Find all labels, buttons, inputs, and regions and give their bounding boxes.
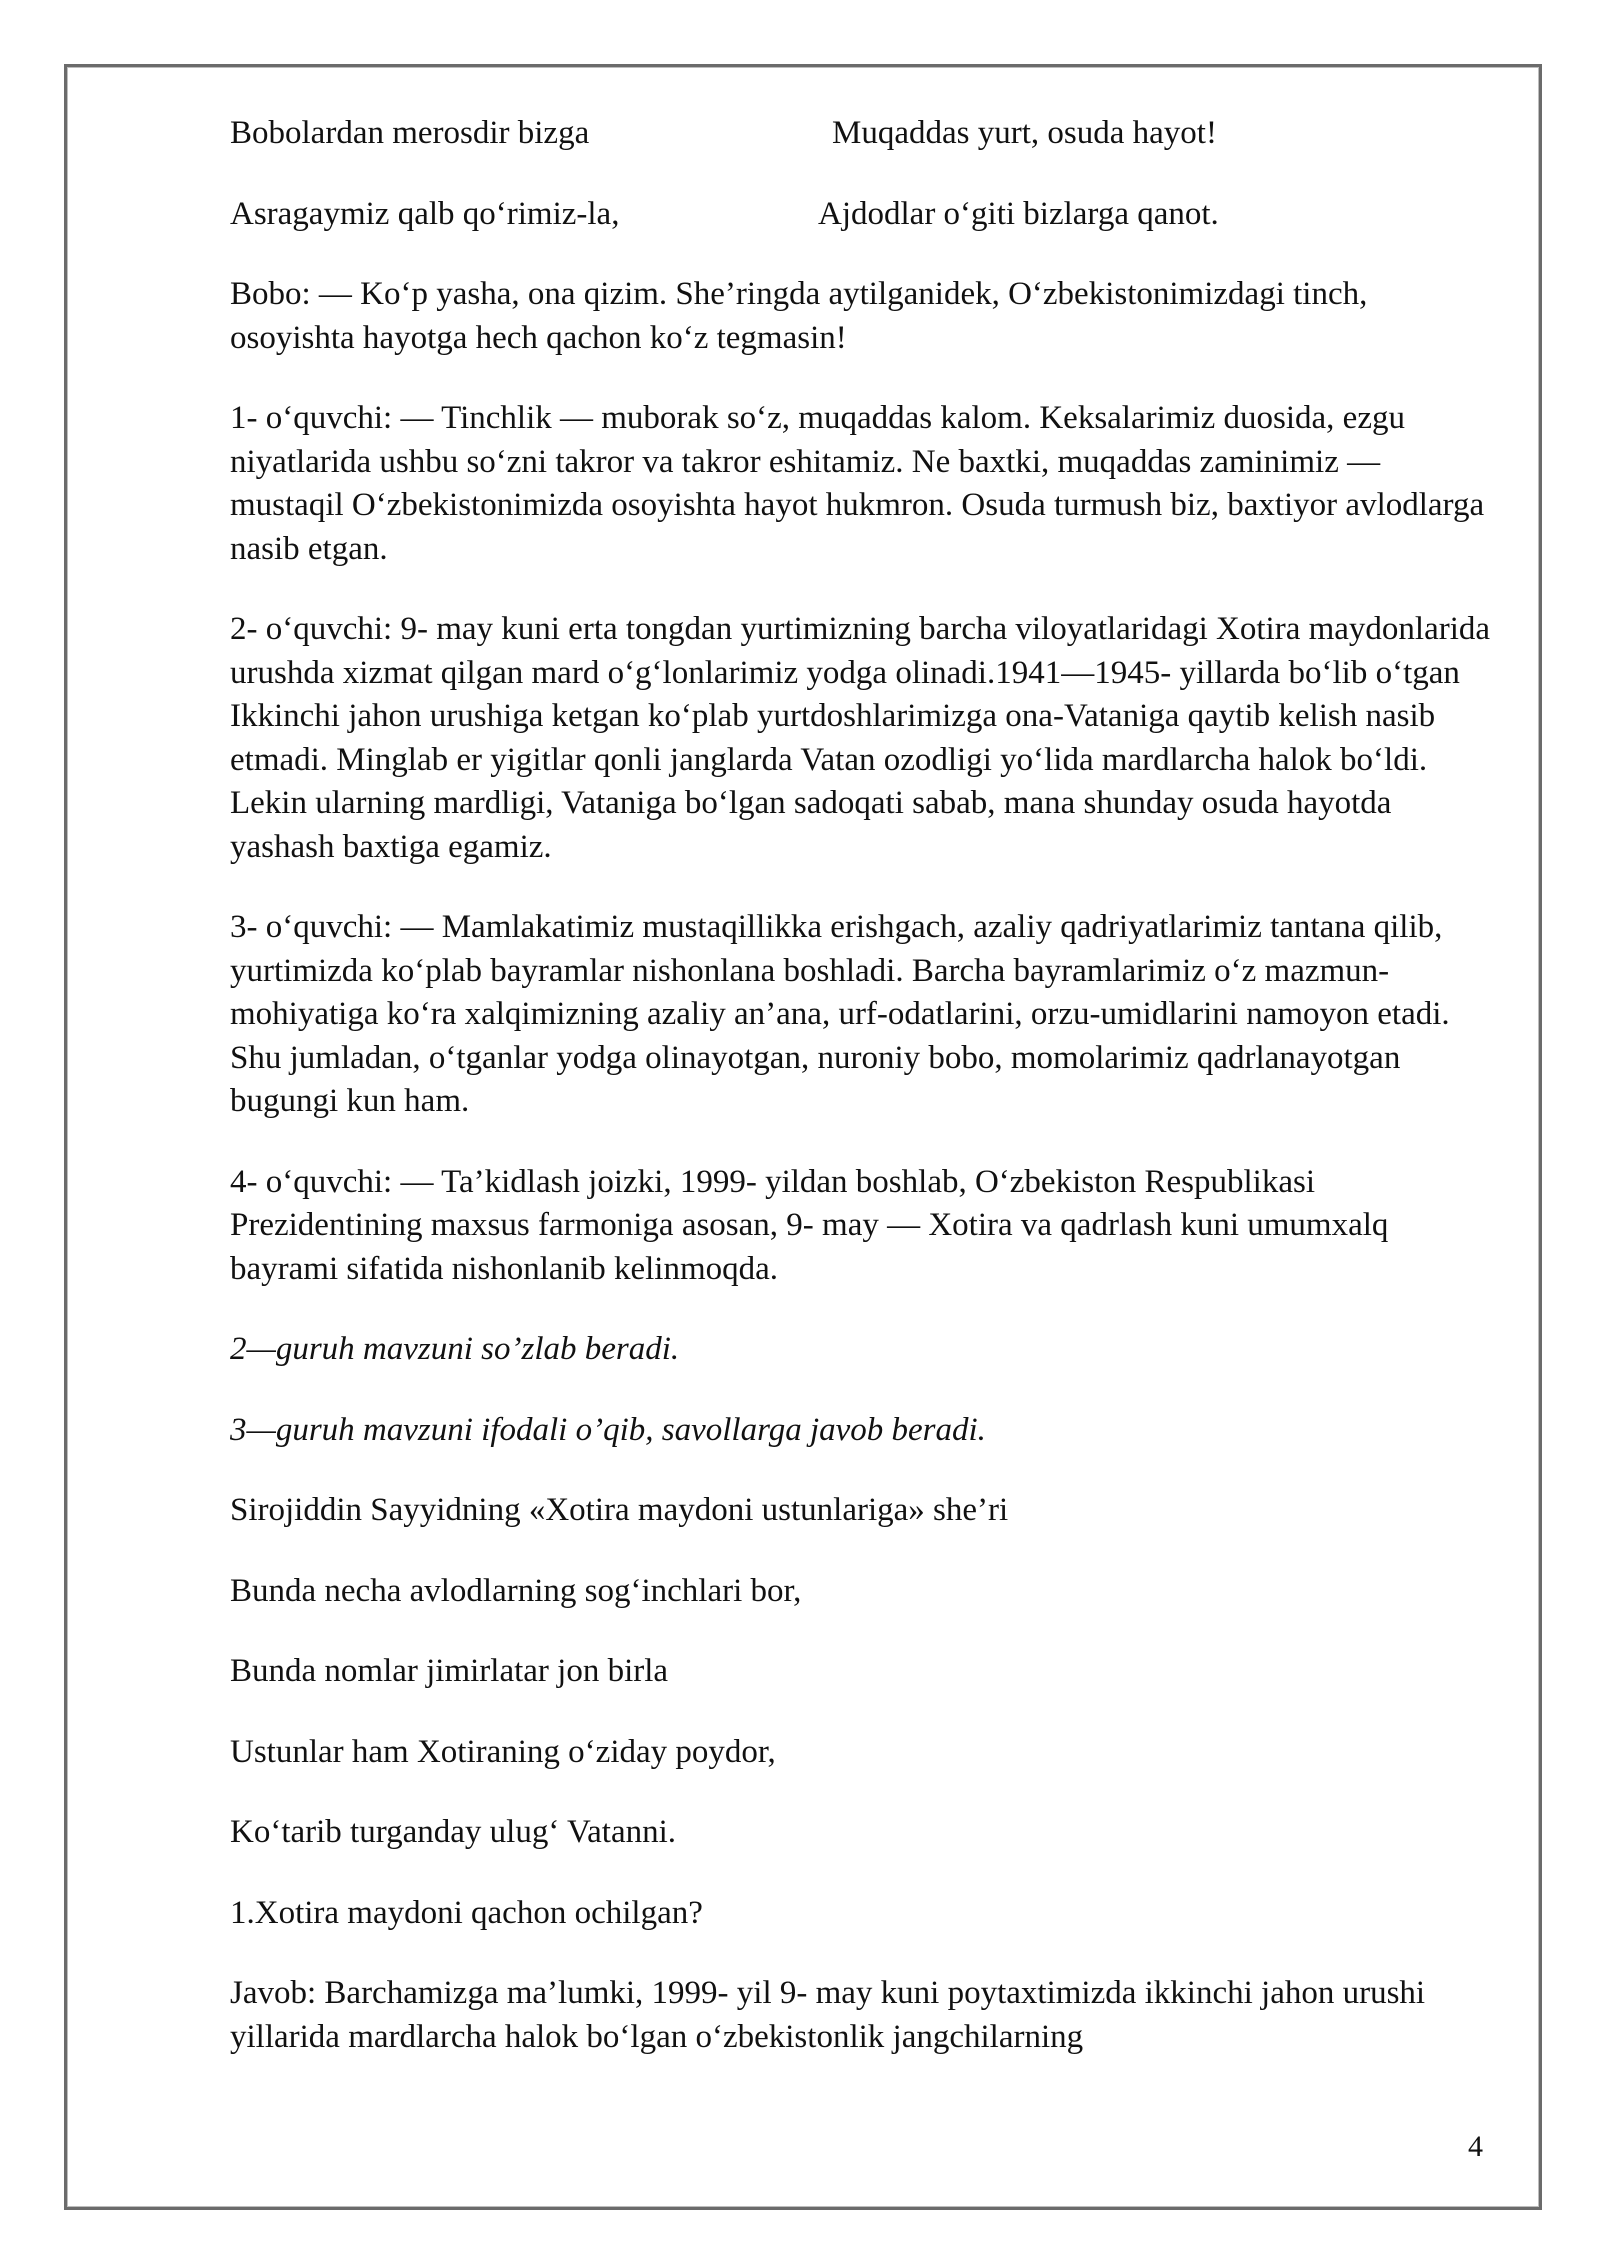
verse-right: Muqaddas yurt, osuda hayot!: [832, 115, 1217, 151]
paragraph-student-2: 2- o‘quvchi: 9- may kuni erta tongdan yurtimizning barcha viloyatlaridagi Xotira maydonlarida urushda xizmat qilgan mard o‘g‘lonlarimiz yodga olinadi.1941—1945- yillarda bo‘lib o‘tgan Ikkinchi jahon urushiga ketgan ko‘plab yurtdoshlarimizga ona-Vataniga qaytib kelish nasib etmadi. Minglab er yigitlar qonli janglarda Vatan ozodligi yo‘lida mardlarcha halok bo‘ldi. Lekin ularning mardligi, Vataniga bo‘lgan sadoqati sabab, mana shunday osuda hayotda yashash baxtiga egamiz.: [230, 611, 1491, 865]
paragraph-student-4: 4- o‘quvchi: — Ta’kidlash joizki, 1999- yildan boshlab, O‘zbekiston Respublikasi Prezidentining maxsus farmoniga asosan, 9- may — Xotira va qadrlash kuni umumxalq bayrami sifatida nishonlanib kelinmoqda.: [230, 1163, 1389, 1287]
poem-line: Bunda necha avlodlarning sog‘inchlari bor,: [230, 1572, 802, 1609]
document-body: [230, 112, 1492, 2096]
paragraph-bobo: Bobo: — Ko‘p yasha, ona qizim. She’ringda aytilganidek, O‘zbekistonimizdagi tinch, osoyishta hayotga hech qachon ko‘z tegmasin!: [230, 276, 1368, 356]
paragraph-student-3: 3- o‘quvchi: — Mamlakatimiz mustaqillikka erishgach, azaliy qadriyatlarimiz tantana qilib, yurtimizda ko‘plab bayramlar nishonlana boshladi. Barcha bayramlarimiz o‘z mazmun-mohiyatiga ko‘ra xalqimizning azaliy an’ana, urf-odatlarini, orzu-umidlarini namoyon etadi. Shu jumladan, o‘tganlar yodga olinayotgan, nuroniy bobo, momolarimiz qadrlanayotgan bugungi kun ham.: [230, 909, 1450, 1119]
verse-right: Ajdodlar o‘giti bizlarga qanot.: [818, 195, 1219, 232]
answer: Javob: Barchamizga ma’lumki, 1999- yil 9- may kuni poytaxtimizda ikkinchi jahon urushi yillarida mardlarcha halok bo‘lgan o‘zbekistonlik jangchilarning: [230, 1975, 1426, 2055]
paragraph-student-1: 1- o‘quvchi: — Tinchlik — muborak so‘z, muqaddas kalom. Keksalarimiz duosida, ezgu niyatlarida ushbu so‘zni takror va takror eshitamiz. Ne baxtki, muqaddas zaminimiz — mustaqil O‘zbekistonimizda osoyishta hayot hukmron. Osuda turmush biz, baxtiyor avlodlarga nasib etgan.: [230, 400, 1485, 567]
poem-title: Sirojiddin Sayyidning «Xotira maydoni ustunlariga» she’ri: [230, 1492, 1009, 1528]
verse-row: [230, 193, 1492, 237]
instruction-group-3: 3—guruh mavzuni ifodali o’qib, savollarga javob beradi.: [230, 1411, 986, 1448]
question: 1.Xotira maydoni qachon ochilgan?: [230, 1894, 703, 1931]
instruction-group-2: 2—guruh mavzuni so’zlab beradi.: [230, 1331, 680, 1367]
verse-left: Bobolardan merosdir bizga: [230, 115, 590, 151]
poem-line: Ko‘tarib turganday ulug‘ Vatanni.: [230, 1814, 677, 1850]
poem-line: Ustunlar ham Xotiraning o‘ziday poydor,: [230, 1733, 776, 1770]
poem-line: Bunda nomlar jimirlatar jon birla: [230, 1653, 669, 1689]
verse-left: Asragaymiz qalb qo‘rimiz-la,: [230, 195, 620, 232]
page-number: 4: [1468, 2130, 1483, 2163]
verse-row: [230, 112, 1492, 156]
